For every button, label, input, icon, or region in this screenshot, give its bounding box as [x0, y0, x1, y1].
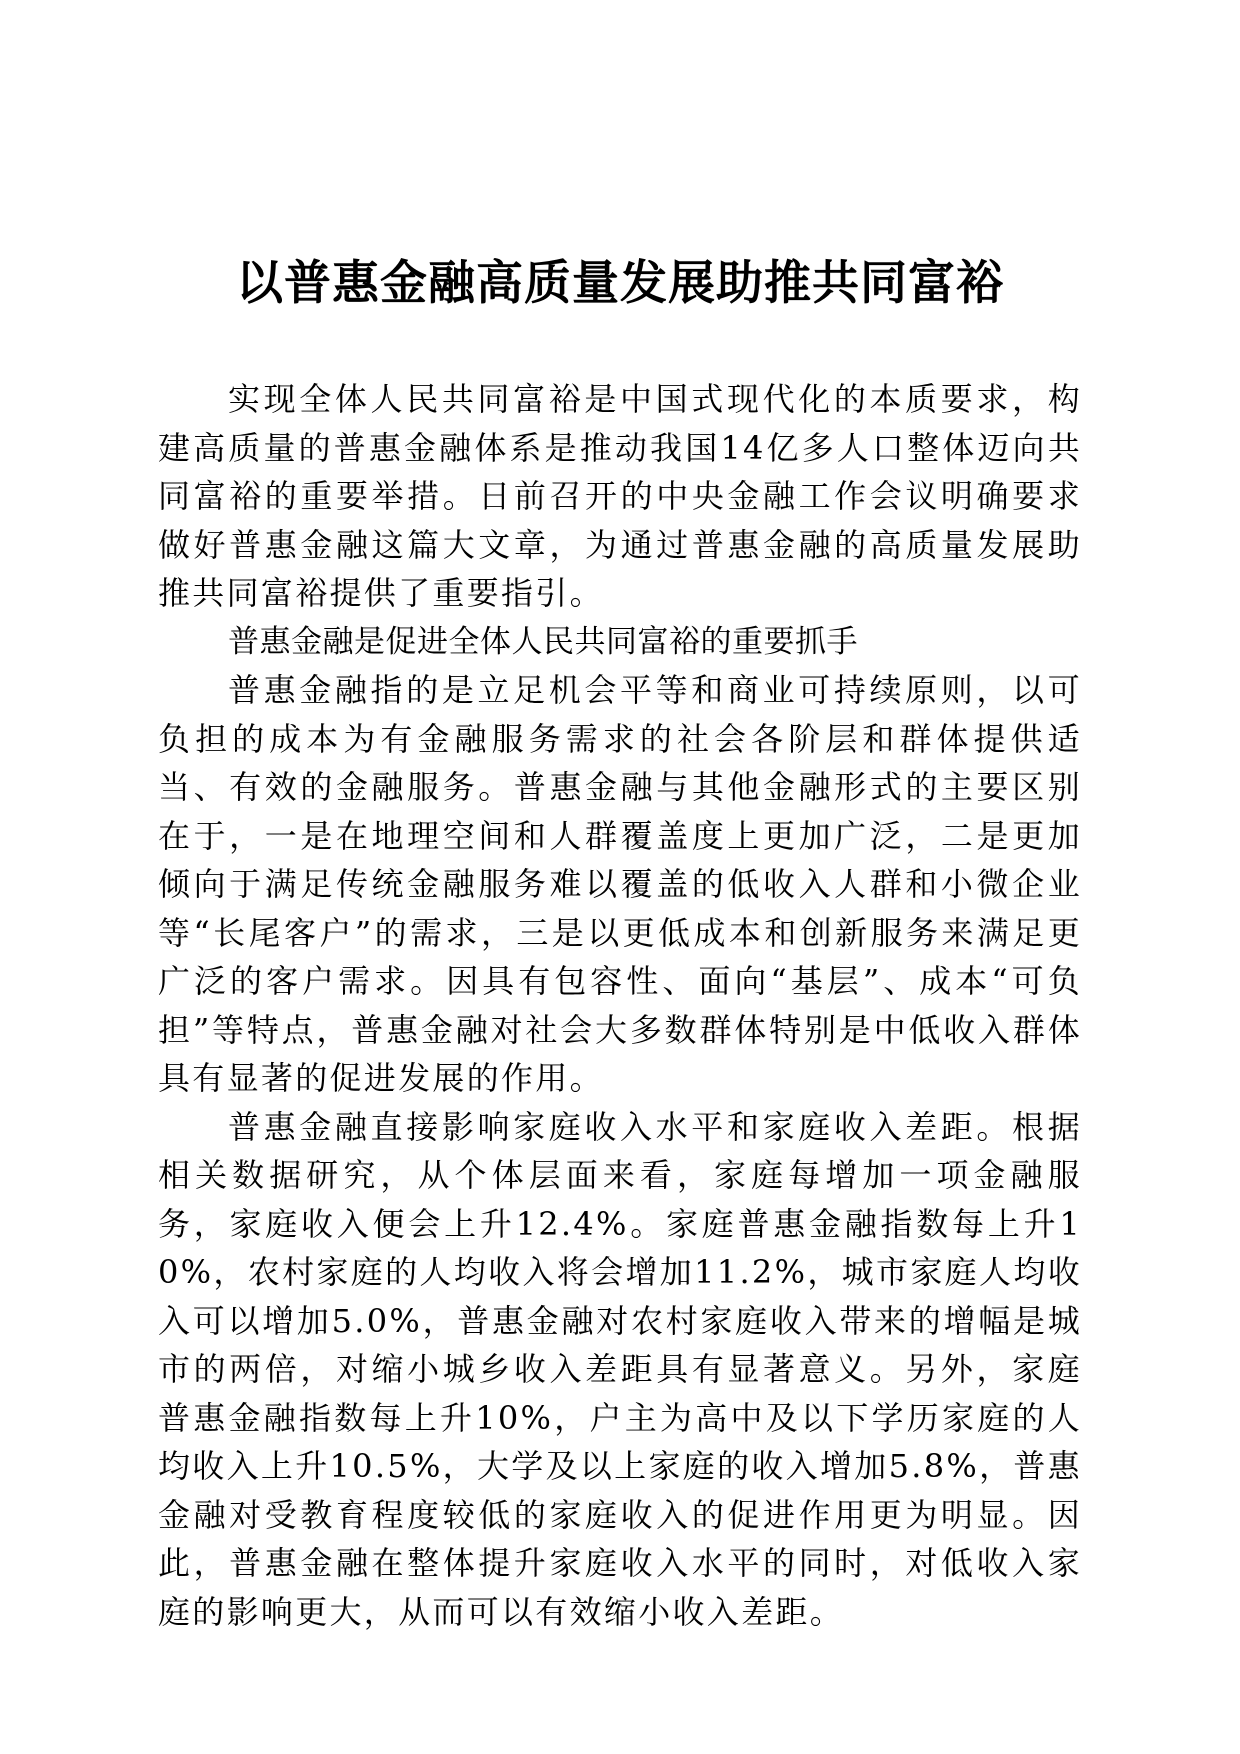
section-heading: 普惠金融是促进全体人民共同富裕的重要抓手: [228, 623, 858, 660]
intro-paragraph: 实现全体人民共同富裕是中国式现代化的本质要求，构建高质量的普惠金融体系是推动我国14亿多人口整体迈向共同富裕的重要举措。日前召开的中央金融工作会议明确要求做好普惠金融这篇大文章，为通过普惠金融的高质量发展助推共同富裕提供了重要指引。: [158, 380, 1082, 612]
paragraph-income: 普惠金融直接影响家庭收入水平和家庭收入差距。根据相关数据研究，从个体层面来看，家庭每增加一项金融服务，家庭收入便会上升12.4%。家庭普惠金融指数每上升10%，农村家庭的人均收入将会增加11.2%，城市家庭人均收入可以增加5.0%，普惠金融对农村家庭收入带来的增幅是城市的两倍，对缩小城乡收入差距具有显著意义。另外，家庭普惠金融指数每上升10%，户主为高中及以下学历家庭的人均收入上升10.5%，大学及以上家庭的收入增加5.8%，普惠金融对受教育程度较低的家庭收入的促进作用更为明显。因此，普惠金融在整体提升家庭收入水平的同时，对低收入家庭的影响更大，从而可以有效缩小收入差距。: [158, 1107, 1082, 1631]
document-title: 以普惠金融高质量发展助推共同富裕: [236, 256, 1004, 311]
document-body: [158, 375, 1082, 1636]
paragraph-definition: 普惠金融指的是立足机会平等和商业可持续原则，以可负担的成本为有金融服务需求的社会各阶层和群体提供适当、有效的金融服务。普惠金融与其他金融形式的主要区别在于，一是在地理空间和人群覆盖度上更加广泛，二是更加倾向于满足传统金融服务难以覆盖的低收入人群和小微企业等“长尾客户”的需求，三是以更低成本和创新服务来满足更广泛的客户需求。因具有包容性、面向“基层”、成本“可负担”等特点，普惠金融对社会大多数群体特别是中低收入群体具有显著的促进发展的作用。: [158, 671, 1082, 1097]
